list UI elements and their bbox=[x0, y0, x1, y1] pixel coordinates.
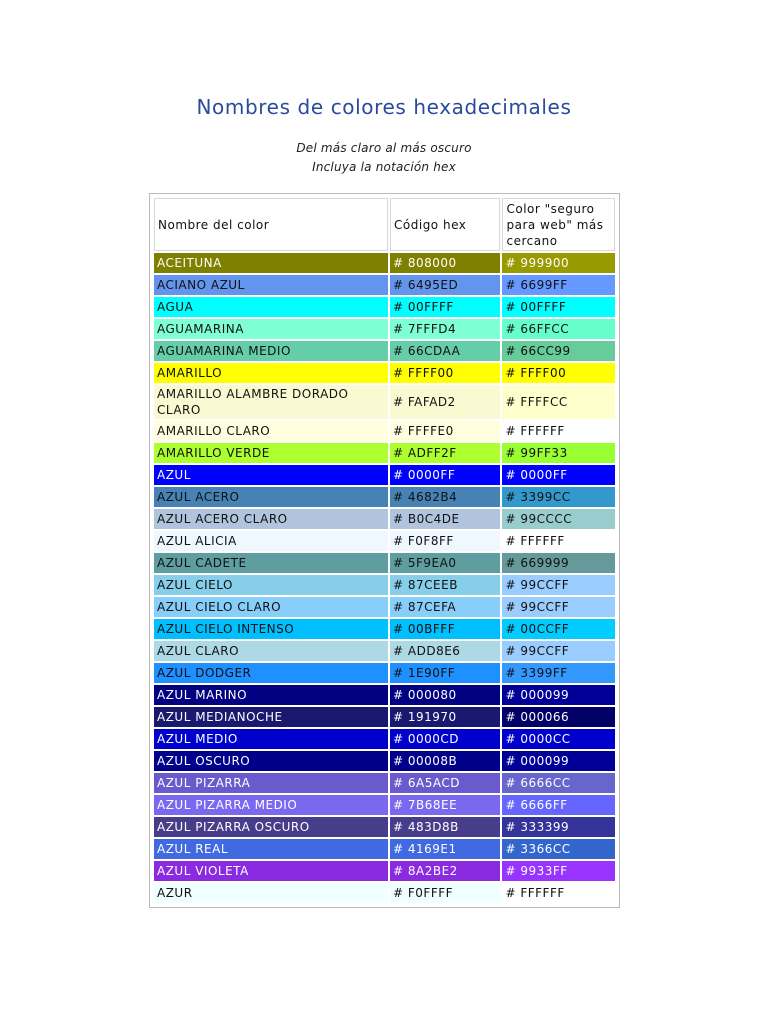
hex-code-cell: # 483D8B bbox=[390, 817, 500, 837]
table-row bbox=[154, 385, 615, 419]
table-header-row bbox=[154, 198, 615, 251]
table-row bbox=[154, 487, 615, 507]
web-safe-cell: # 99CCFF bbox=[502, 575, 615, 595]
hex-code-cell: # 00FFFF bbox=[390, 297, 500, 317]
hex-code-cell: # 7FFFD4 bbox=[390, 319, 500, 339]
web-safe-cell: # 000099 bbox=[502, 751, 615, 771]
hex-code-cell: # 000080 bbox=[390, 685, 500, 705]
web-safe-cell: # 99CCCC bbox=[502, 509, 615, 529]
table-row bbox=[154, 839, 615, 859]
web-safe-cell: # FFFFCC bbox=[502, 385, 615, 419]
web-safe-cell: # 6666FF bbox=[502, 795, 615, 815]
table-row bbox=[154, 465, 615, 485]
color-name-cell: AMARILLO ALAMBRE DORADO CLARO bbox=[154, 385, 388, 419]
color-name-cell: AGUA bbox=[154, 297, 388, 317]
table-row bbox=[154, 275, 615, 295]
web-safe-cell: # 99CCFF bbox=[502, 641, 615, 661]
hex-code-cell: # 808000 bbox=[390, 253, 500, 273]
color-name-cell: AGUAMARINA MEDIO bbox=[154, 341, 388, 361]
color-name-cell: AMARILLO bbox=[154, 363, 388, 383]
hex-code-cell: # FFFFE0 bbox=[390, 421, 500, 441]
hex-code-cell: # 87CEFA bbox=[390, 597, 500, 617]
header-hex-code: Código hex bbox=[390, 198, 500, 251]
subtitle-line-1: Del más claro al más oscuro bbox=[296, 141, 472, 155]
hex-code-cell: # ADD8E6 bbox=[390, 641, 500, 661]
web-safe-cell: # 3399FF bbox=[502, 663, 615, 683]
hex-code-cell: # F0F8FF bbox=[390, 531, 500, 551]
hex-code-cell: # 6495ED bbox=[390, 275, 500, 295]
color-name-cell: AZUL CIELO CLARO bbox=[154, 597, 388, 617]
table-row bbox=[154, 421, 615, 441]
color-name-cell: AZUL CIELO INTENSO bbox=[154, 619, 388, 639]
web-safe-cell: # 000099 bbox=[502, 685, 615, 705]
table-row bbox=[154, 795, 615, 815]
page-title: Nombres de colores hexadecimales bbox=[196, 95, 572, 119]
color-name-cell: ACEITUNA bbox=[154, 253, 388, 273]
web-safe-cell: # 0000FF bbox=[502, 465, 615, 485]
table-row bbox=[154, 319, 615, 339]
hex-code-cell: # 7B68EE bbox=[390, 795, 500, 815]
color-table-container bbox=[149, 193, 620, 908]
header-web-safe: Color "seguro para web" más cercano bbox=[502, 198, 615, 251]
color-name-cell: AMARILLO VERDE bbox=[154, 443, 388, 463]
table-row bbox=[154, 341, 615, 361]
table-row bbox=[154, 729, 615, 749]
table-row bbox=[154, 663, 615, 683]
color-name-cell: AZUL DODGER bbox=[154, 663, 388, 683]
table-row bbox=[154, 297, 615, 317]
web-safe-cell: # 669999 bbox=[502, 553, 615, 573]
web-safe-cell: # 66FFCC bbox=[502, 319, 615, 339]
header-color-name: Nombre del color bbox=[154, 198, 388, 251]
color-name-cell: AZUL CADETE bbox=[154, 553, 388, 573]
hex-code-cell: # FFFF00 bbox=[390, 363, 500, 383]
color-name-cell: AZUL MEDIO bbox=[154, 729, 388, 749]
hex-code-cell: # 00BFFF bbox=[390, 619, 500, 639]
table-row bbox=[154, 597, 615, 617]
table-row bbox=[154, 861, 615, 881]
color-name-cell: AZUL ALICIA bbox=[154, 531, 388, 551]
hex-code-cell: # 5F9EA0 bbox=[390, 553, 500, 573]
table-row bbox=[154, 531, 615, 551]
table-row bbox=[154, 707, 615, 727]
table-row bbox=[154, 773, 615, 793]
color-name-cell: AZUL ACERO bbox=[154, 487, 388, 507]
table-row bbox=[154, 363, 615, 383]
web-safe-cell: # 0000CC bbox=[502, 729, 615, 749]
color-name-cell: AZUL MARINO bbox=[154, 685, 388, 705]
color-name-cell: AZUL REAL bbox=[154, 839, 388, 859]
color-table bbox=[152, 196, 617, 905]
table-row bbox=[154, 575, 615, 595]
web-safe-cell: # 9933FF bbox=[502, 861, 615, 881]
table-row bbox=[154, 253, 615, 273]
web-safe-cell: # 66CC99 bbox=[502, 341, 615, 361]
table-row bbox=[154, 619, 615, 639]
web-safe-cell: # FFFFFF bbox=[502, 531, 615, 551]
table-row bbox=[154, 509, 615, 529]
hex-code-cell: # 191970 bbox=[390, 707, 500, 727]
hex-code-cell: # B0C4DE bbox=[390, 509, 500, 529]
hex-code-cell: # 0000FF bbox=[390, 465, 500, 485]
subtitle bbox=[0, 139, 768, 177]
hex-code-cell: # 0000CD bbox=[390, 729, 500, 749]
color-name-cell: AZUL CLARO bbox=[154, 641, 388, 661]
web-safe-cell: # 6666CC bbox=[502, 773, 615, 793]
color-name-cell: AGUAMARINA bbox=[154, 319, 388, 339]
hex-code-cell: # 4169E1 bbox=[390, 839, 500, 859]
web-safe-cell: # FFFFFF bbox=[502, 421, 615, 441]
table-row bbox=[154, 443, 615, 463]
web-safe-cell: # 00CCFF bbox=[502, 619, 615, 639]
color-name-cell: AMARILLO CLARO bbox=[154, 421, 388, 441]
web-safe-cell: # 6699FF bbox=[502, 275, 615, 295]
hex-code-cell: # 00008B bbox=[390, 751, 500, 771]
web-safe-cell: # 99FF33 bbox=[502, 443, 615, 463]
color-name-cell: AZUL PIZARRA MEDIO bbox=[154, 795, 388, 815]
hex-code-cell: # ADFF2F bbox=[390, 443, 500, 463]
web-safe-cell: # 333399 bbox=[502, 817, 615, 837]
web-safe-cell: # 3366CC bbox=[502, 839, 615, 859]
table-row bbox=[154, 883, 615, 903]
table-row bbox=[154, 553, 615, 573]
table-row bbox=[154, 751, 615, 771]
color-name-cell: AZUL OSCURO bbox=[154, 751, 388, 771]
hex-code-cell: # 6A5ACD bbox=[390, 773, 500, 793]
hex-code-cell: # 1E90FF bbox=[390, 663, 500, 683]
color-name-cell: AZUL PIZARRA bbox=[154, 773, 388, 793]
color-name-cell: AZUL ACERO CLARO bbox=[154, 509, 388, 529]
web-safe-cell: # 000066 bbox=[502, 707, 615, 727]
color-name-cell: AZUL CIELO bbox=[154, 575, 388, 595]
table-row bbox=[154, 685, 615, 705]
color-name-cell: AZUL VIOLETA bbox=[154, 861, 388, 881]
table-body bbox=[154, 253, 615, 903]
web-safe-cell: # 99CCFF bbox=[502, 597, 615, 617]
web-safe-cell: # FFFFFF bbox=[502, 883, 615, 903]
web-safe-cell: # 999900 bbox=[502, 253, 615, 273]
hex-code-cell: # F0FFFF bbox=[390, 883, 500, 903]
web-safe-cell: # 3399CC bbox=[502, 487, 615, 507]
hex-code-cell: # 4682B4 bbox=[390, 487, 500, 507]
color-name-cell: AZUR bbox=[154, 883, 388, 903]
color-name-cell: AZUL MEDIANOCHE bbox=[154, 707, 388, 727]
hex-code-cell: # 8A2BE2 bbox=[390, 861, 500, 881]
hex-code-cell: # FAFAD2 bbox=[390, 385, 500, 419]
web-safe-cell: # FFFF00 bbox=[502, 363, 615, 383]
color-name-cell: ACIANO AZUL bbox=[154, 275, 388, 295]
table-row bbox=[154, 817, 615, 837]
hex-code-cell: # 66CDAA bbox=[390, 341, 500, 361]
hex-code-cell: # 87CEEB bbox=[390, 575, 500, 595]
web-safe-cell: # 00FFFF bbox=[502, 297, 615, 317]
color-name-cell: AZUL PIZARRA OSCURO bbox=[154, 817, 388, 837]
subtitle-line-2: Incluya la notación hex bbox=[312, 160, 456, 174]
table-row bbox=[154, 641, 615, 661]
color-name-cell: AZUL bbox=[154, 465, 388, 485]
